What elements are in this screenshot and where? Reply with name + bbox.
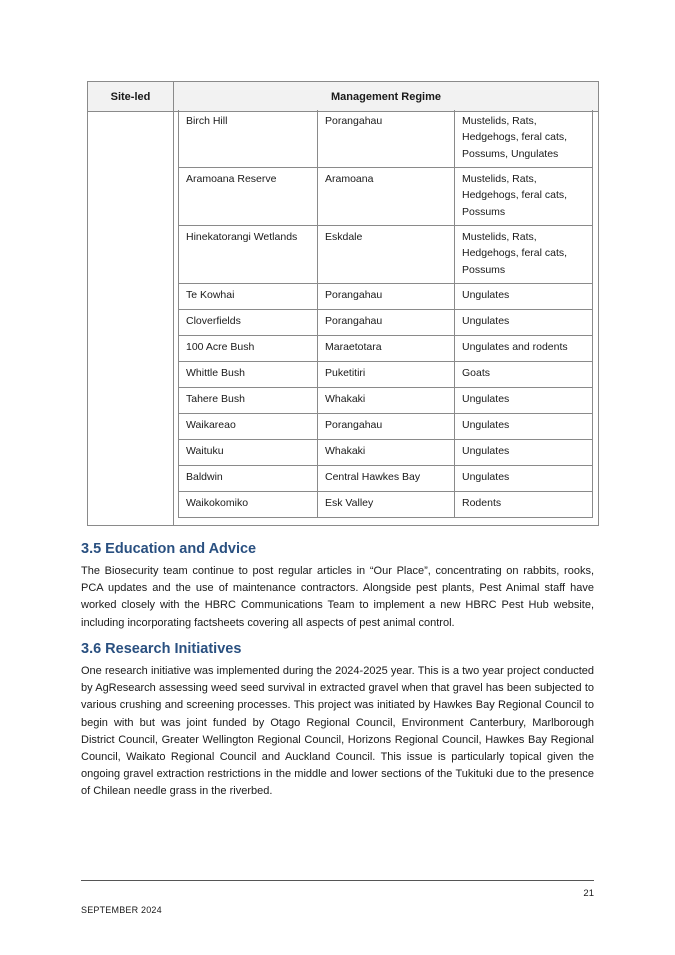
site-location: Whakaki	[318, 440, 455, 466]
site-pests: Mustelids, Rats, Hedgehogs, feral cats, Possums, Ungulates	[455, 110, 593, 168]
table-row	[179, 362, 593, 388]
table-row	[179, 466, 593, 492]
site-name: Te Kowhai	[179, 284, 318, 310]
site-location: Porangahau	[318, 110, 455, 168]
section-heading-research: 3.6 Research Initiatives	[81, 641, 242, 657]
site-name: Cloverfields	[179, 310, 318, 336]
table-row	[179, 388, 593, 414]
site-location: Whakaki	[318, 388, 455, 414]
site-location: Porangahau	[318, 284, 455, 310]
site-name: Waikokomiko	[179, 492, 318, 518]
site-location: Maraetotara	[318, 336, 455, 362]
site-pests: Goats	[455, 362, 593, 388]
site-led-cell	[88, 111, 174, 525]
site-name: 100 Acre Bush	[179, 336, 318, 362]
site-name: Aramoana Reserve	[179, 168, 318, 226]
table-row	[179, 440, 593, 466]
site-name: Waituku	[179, 440, 318, 466]
site-name: Hinekatorangi Wetlands	[179, 226, 318, 284]
site-pests: Mustelids, Rats, Hedgehogs, feral cats, Possums	[455, 168, 593, 226]
site-location: Aramoana	[318, 168, 455, 226]
table-row	[179, 226, 593, 284]
site-location: Eskdale	[318, 226, 455, 284]
site-name: Baldwin	[179, 466, 318, 492]
site-location: Porangahau	[318, 310, 455, 336]
table-row	[179, 110, 593, 168]
table-row	[179, 310, 593, 336]
footer-date: SEPTEMBER 2024	[81, 905, 162, 915]
site-pests: Ungulates	[455, 310, 593, 336]
table-header-row	[88, 82, 598, 112]
section-heading-education: 3.5 Education and Advice	[81, 541, 257, 557]
site-location: Central Hawkes Bay	[318, 466, 455, 492]
footer-divider	[81, 880, 594, 881]
site-pests: Ungulates	[455, 388, 593, 414]
table-row	[179, 414, 593, 440]
table-row	[179, 168, 593, 226]
site-location: Porangahau	[318, 414, 455, 440]
header-management-regime: Management Regime	[330, 90, 442, 103]
page-number: 21	[583, 888, 594, 899]
management-regime-table	[178, 110, 593, 518]
header-site-led: Site-led	[88, 82, 174, 111]
site-pests: Ungulates and rodents	[455, 336, 593, 362]
site-pests: Ungulates	[455, 284, 593, 310]
section-body-education: The Biosecurity team continue to post regular articles in “Our Place”, concentrating on rabbits, rooks, PCA updates and the use of maintenance contractors. Alongside pest plants, Pest Animal staff have worked closely with the HBRC Communications Team to implement a new HBRC Pest Hub website, including incorporating factsheets covering all aspects of pest animal control.	[81, 565, 594, 629]
site-location: Puketitiri	[318, 362, 455, 388]
site-name: Birch Hill	[179, 110, 318, 168]
site-pests: Ungulates	[455, 440, 593, 466]
site-name: Waikareao	[179, 414, 318, 440]
site-pests: Rodents	[455, 492, 593, 518]
site-location: Esk Valley	[318, 492, 455, 518]
table-row	[179, 284, 593, 310]
site-pests: Ungulates	[455, 466, 593, 492]
site-pests: Mustelids, Rats, Hedgehogs, feral cats, Possums	[455, 226, 593, 284]
section-body-research: One research initiative was implemented during the 2024-2025 year. This is a two year project conducted by AgResearch assessing weed seed survival in extracted gravel when that gravel has been subjected to various crushing and screening processes. This project was initiated by Hawkes Bay Regional Council to begin with but was joint funded by Otago Regional Council, Environment Canterbury, Marlborough District Council, Greater Wellington Regional Council, Horizons Regional Council, Hawkes Bay Regional Council, Waikato Regional Council and Auckland Council. This issue is particularly topical given the ongoing gravel extraction restrictions in the middle and lower sections of the Tukituki due to the presence of Chilean needle grass in the riverbed.	[81, 665, 594, 798]
site-name: Whittle Bush	[179, 362, 318, 388]
table-row	[179, 336, 593, 362]
site-name: Tahere Bush	[179, 388, 318, 414]
site-pests: Ungulates	[455, 414, 593, 440]
table-row	[179, 492, 593, 518]
